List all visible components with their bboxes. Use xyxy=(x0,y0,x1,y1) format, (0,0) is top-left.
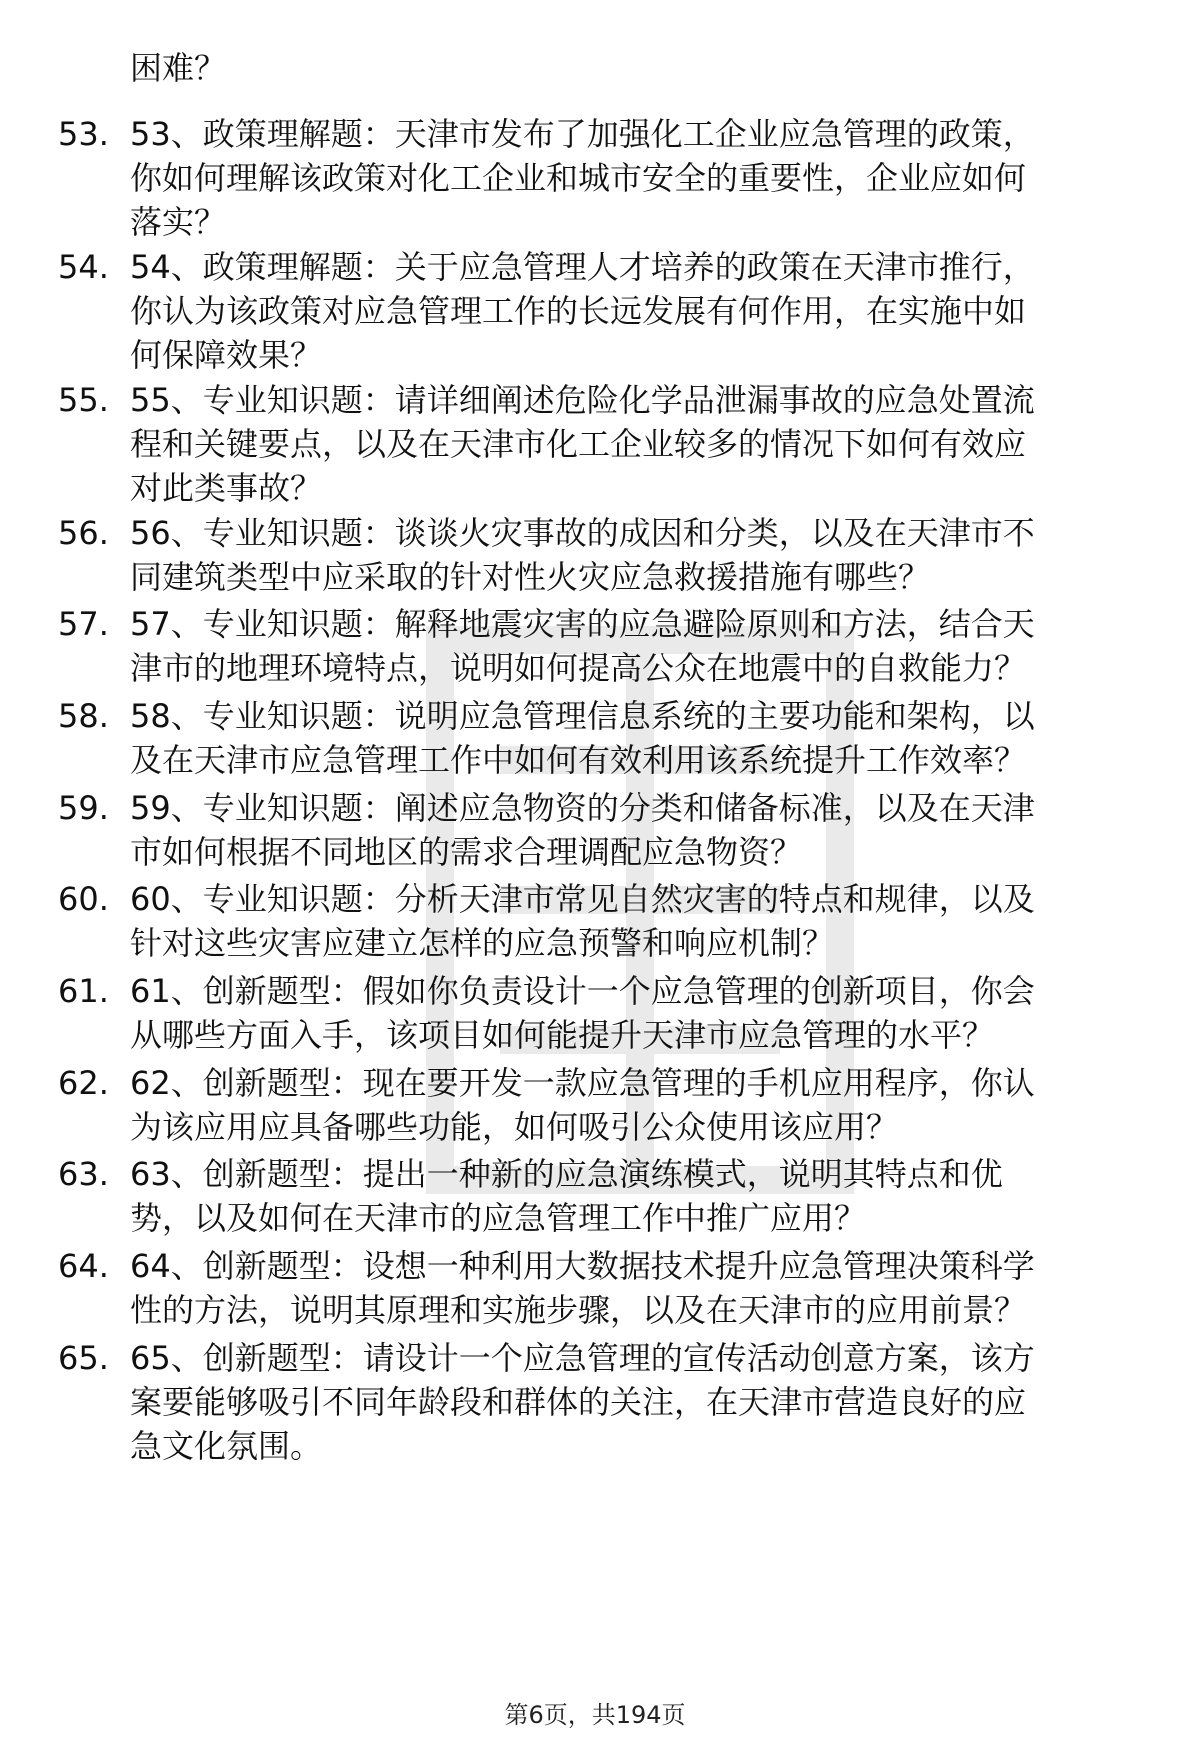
page-footer: 第6页，共194页 xyxy=(504,1701,686,1729)
text-line: 55、专业知识题：请详细阐述危险化学品泄漏事故的应急处置流 xyxy=(130,381,1035,419)
question-number: 53. xyxy=(58,115,109,153)
text-line: 及在天津市应急管理工作中如何有效利用该系统提升工作效率？ xyxy=(130,741,1027,779)
question-number: 55. xyxy=(58,381,109,419)
text-line: 53、政策理解题：天津市发布了加强化工企业应急管理的政策， xyxy=(130,115,1035,153)
question-number: 65. xyxy=(58,1339,109,1377)
question-number: 62. xyxy=(58,1064,109,1102)
text-line: 60、专业知识题：分析天津市常见自然灾害的特点和规律，以及 xyxy=(130,880,1035,918)
text-line: 针对这些灾害应建立怎样的应急预警和响应机制？ xyxy=(130,924,835,962)
text-line: 急文化氛围。 xyxy=(130,1427,323,1465)
text-line: 57、专业知识题：解释地震灾害的应急避险原则和方法，结合天 xyxy=(130,605,1035,643)
question-number: 57. xyxy=(58,605,109,643)
text-line: 你如何理解该政策对化工企业和城市安全的重要性，企业应如何 xyxy=(130,159,1027,197)
text-line: 津市的地理环境特点，说明如何提高公众在地震中的自救能力？ xyxy=(130,649,1027,687)
text-line: 程和关键要点，以及在天津市化工企业较多的情况下如何有效应 xyxy=(130,425,1027,463)
text-line: 性的方法，说明其原理和实施步骤，以及在天津市的应用前景？ xyxy=(130,1291,1027,1329)
text-line: 56、专业知识题：谈谈火灾事故的成因和分类，以及在天津市不 xyxy=(130,514,1035,552)
question-number: 64. xyxy=(58,1247,109,1285)
question-number: 63. xyxy=(58,1155,109,1193)
text-line: 为该应用应具备哪些功能，如何吸引公众使用该应用？ xyxy=(130,1108,899,1146)
text-line: 困难？ xyxy=(130,49,227,87)
text-line: 58、专业知识题：说明应急管理信息系统的主要功能和架构，以 xyxy=(130,697,1035,735)
text-line: 同建筑类型中应采取的针对性火灾应急救援措施有哪些？ xyxy=(130,558,931,596)
text-line: 54、政策理解题：关于应急管理人才培养的政策在天津市推行， xyxy=(130,248,1035,286)
text-line: 市如何根据不同地区的需求合理调配应急物资？ xyxy=(130,833,803,871)
text-line: 63、创新题型：提出一种新的应急演练模式，说明其特点和优 xyxy=(130,1155,1003,1193)
text-line: 何保障效果？ xyxy=(130,336,323,374)
text-line: 势，以及如何在天津市的应急管理工作中推广应用？ xyxy=(130,1199,867,1237)
text-line: 65、创新题型：请设计一个应急管理的宣传活动创意方案，该方 xyxy=(130,1339,1035,1377)
text-line: 案要能够吸引不同年龄段和群体的关注，在天津市营造良好的应 xyxy=(130,1383,1027,1421)
text-line: 对此类事故？ xyxy=(130,469,323,507)
text-line: 从哪些方面入手，该项目如何能提升天津市应急管理的水平？ xyxy=(130,1016,995,1054)
question-number: 61. xyxy=(58,972,109,1010)
text-line: 61、创新题型：假如你负责设计一个应急管理的创新项目，你会 xyxy=(130,972,1035,1010)
question-number: 56. xyxy=(58,514,109,552)
text-line: 59、专业知识题：阐述应急物资的分类和储备标准，以及在天津 xyxy=(130,789,1035,827)
question-number: 58. xyxy=(58,697,109,735)
question-number: 60. xyxy=(58,880,109,918)
question-number: 59. xyxy=(58,789,109,827)
text-line: 62、创新题型：现在要开发一款应急管理的手机应用程序，你认 xyxy=(130,1064,1035,1102)
text-line: 64、创新题型：设想一种利用大数据技术提升应急管理决策科学 xyxy=(130,1247,1035,1285)
text-line: 落实？ xyxy=(130,203,227,241)
text-line: 你认为该政策对应急管理工作的长远发展有何作用，在实施中如 xyxy=(130,292,1027,330)
question-number: 54. xyxy=(58,248,109,286)
